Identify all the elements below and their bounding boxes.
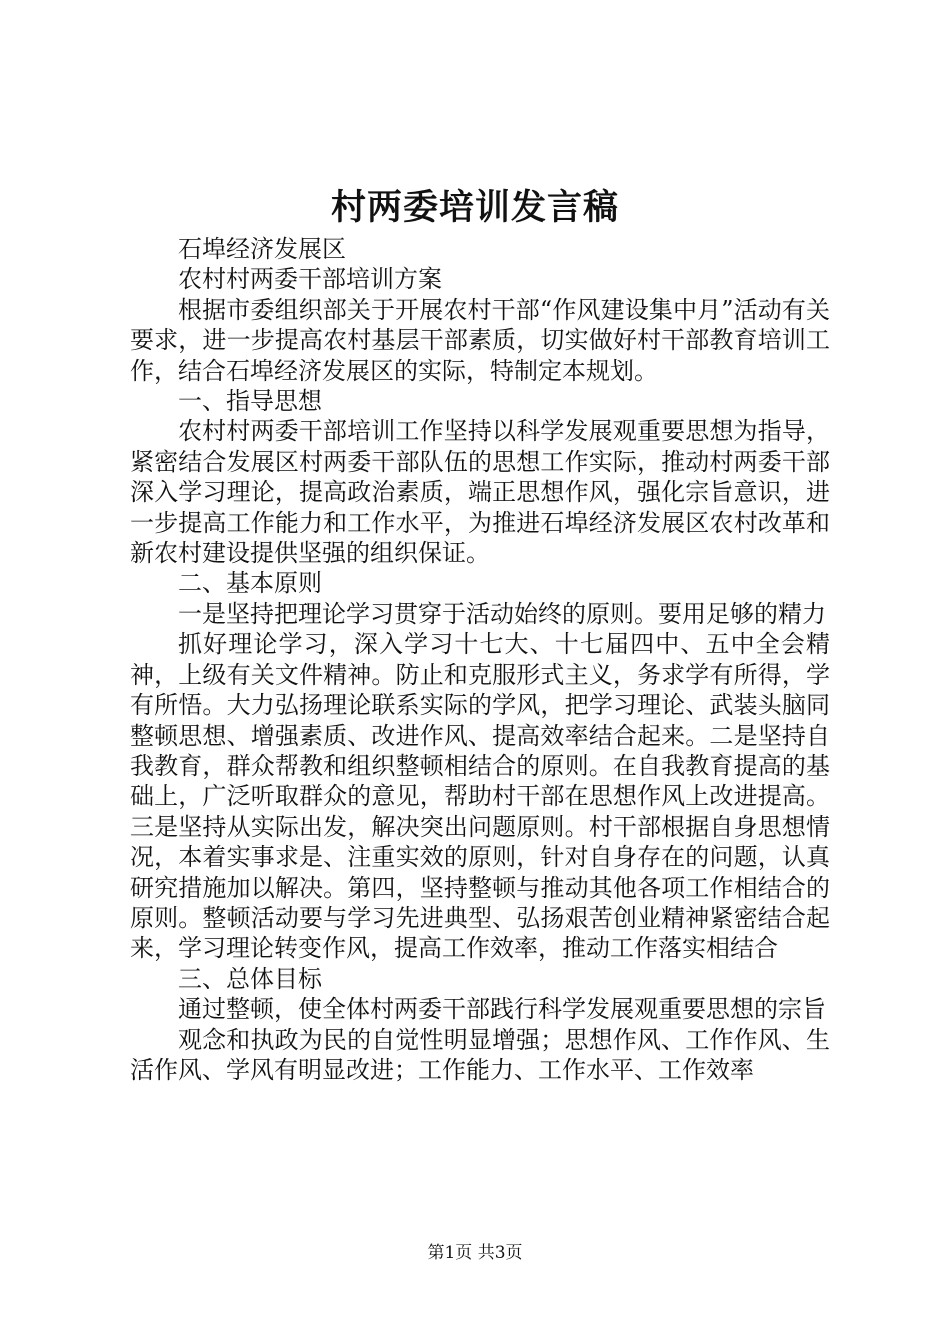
page-number: 第1页 共3页 bbox=[427, 1243, 523, 1263]
paragraph-goals-intro: 通过整顿，使全体村两委干部践行科学发展观重要思想的宗旨 bbox=[178, 995, 826, 1024]
paragraph-principle-one: 一是坚持把理论学习贯穿于活动始终的原则。要用足够的精力 bbox=[178, 599, 826, 628]
paragraph-plan-title: 农村村两委干部培训方案 bbox=[178, 265, 442, 294]
paragraph-guiding-ideology: 农村村两委干部培训工作坚持以科学发展观重要思想为指导，紧密结合发展区村两委干部队伍的思想工作实际，推动村两委干部深入学习理论，提高政治素质，端正思想作风，强化宗旨意识，进一步提高工作能力和工作水平，为推进石埠经济发展区农村改革和新农村建设提供坚强的组织保证。 bbox=[130, 417, 830, 568]
paragraph-organization: 石埠经济发展区 bbox=[178, 235, 346, 263]
page-title: 村两委培训发言稿 bbox=[330, 187, 619, 228]
paragraph-principles-detail: 抓好理论学习，深入学习十七大、十七届四中、五中全会精神，上级有关文件精神。防止和克服形式主义，务求学有所得，学有所悟。大力弘扬理论联系实际的学风，把学习理论、武装头脑同整顿思想、增强素质、改进作风、提高效率结合起来。二是坚持自我教育，群众帮教和组织整顿相结合的原则。在自我教育提高的基础上，广泛听取群众的意见，帮助村干部在思想作风上改进提高。三是坚持从实际出发，解决突出问题原则。村干部根据自身思想情况，本着实事求是、注重实效的原则，针对自身存在的问题，认真研究措施加以解决。第四，坚持整顿与推动其他各项工作相结合的原则。整顿活动要与学习先进典型、弘扬艰苦创业精神紧密结合起来，学习理论转变作风，提高工作效率，推动工作落实相结合 bbox=[130, 630, 830, 963]
section-heading-basic-principles: 二、基本原则 bbox=[178, 569, 322, 598]
paragraph-intro: 根据市委组织部关于开展农村干部“作风建设集中月”活动有关要求，进一步提高农村基层干部素质，切实做好村干部教育培训工作，结合石埠经济发展区的实际，特制定本规划。 bbox=[130, 295, 830, 385]
section-heading-overall-goals: 三、总体目标 bbox=[178, 964, 322, 993]
document-body bbox=[130, 234, 830, 1085]
section-heading-guiding-ideology: 一、指导思想 bbox=[178, 387, 322, 416]
paragraph-goals-detail: 观念和执政为民的自觉性明显增强；思想作风、工作作风、生活作风、学风有明显改进；工作能力、工作水平、工作效率 bbox=[130, 1025, 830, 1084]
